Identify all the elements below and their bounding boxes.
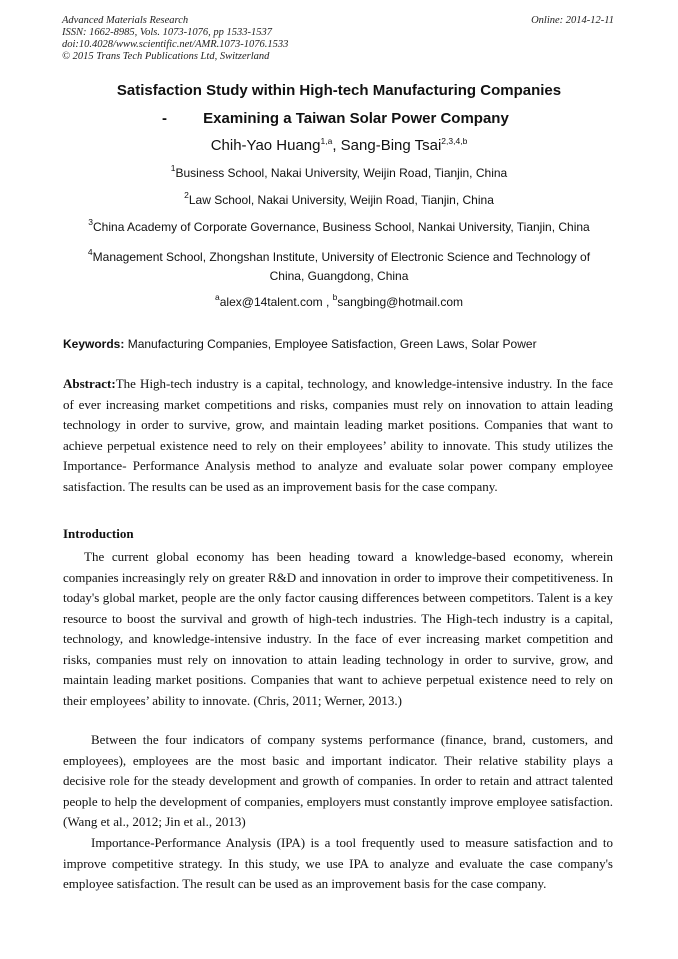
affiliation-text: China Academy of Corporate Governance, Business School, Nankai University, Tianjin, China <box>93 220 590 234</box>
issn: ISSN: 1662-8985, Vols. 1073-1076, pp 1533-1537 <box>62 27 272 38</box>
affiliation-text-cont: China, Guangdong, China <box>269 269 409 283</box>
intro-paragraph-1: The current global economy has been heading toward a knowledge-based economy, wherein companies increasingly rely on greater R&D and innovation in order to improve their competitiveness. In today's global market, people are the only factor causing differences between competitors. Talent is a key resource to boost the survival and growth of high-tech industries. The High-tech industry is a capital, technology, and knowledge-intensive industry. In the face of ever increasing market competition and risks, companies must rely on innovation to attain leading technology in order to survive, grow, and maintain leading market positions. Companies that want to achieve perpetual existence need to rely on their employees’ ability to innovate. (Chris, 2011; Werner, 2013.) <box>63 549 613 708</box>
abstract-text: The High-tech industry is a capital, technology, and knowledge-intensive industry. In the face of ever increasing market competitions and risks, companies must rely on innovation to attain leading technology in order to survive, grow, and maintain leading market positions. Companies that want to achieve perpetual existence need to rely on their employees’ ability to innovate. This study utilizes the Importance- Performance Analysis method to analyze and evaluate solar power company employee satisfaction. The results can be used as an improvement basis for the case company. <box>63 376 613 494</box>
author-2-sup: 2,3,4,b <box>441 136 468 146</box>
email-b[interactable]: sangbing@hotmail.com <box>337 295 463 309</box>
abstract-label: Abstract: <box>63 376 116 391</box>
journal-header <box>62 15 288 63</box>
email-a-sup: a <box>215 292 220 302</box>
title-dash: - <box>162 110 167 127</box>
paper-title-line1: Satisfaction Study within High-tech Manufacturing Companies <box>116 82 562 99</box>
affiliation-text: Management School, Zhongshan Institute, University of Electronic Science and Technology of <box>92 250 591 264</box>
keywords-label: Keywords: <box>63 337 125 351</box>
affiliation-text: Law School, Nakai University, Weijin Road, Tianjin, China <box>188 193 494 207</box>
email-b-sup: b <box>332 292 338 302</box>
keywords <box>63 337 537 351</box>
affiliation-sup: 4 <box>87 247 93 257</box>
keywords-text: Manufacturing Companies, Employee Satisfaction, Green Laws, Solar Power <box>127 337 537 351</box>
copyright: © 2015 Trans Tech Publications Ltd, Switzerland <box>62 51 270 62</box>
journal-name: Advanced Materials Research <box>62 15 189 26</box>
doi: doi:10.4028/www.scientific.net/AMR.1073-1076.1533 <box>62 39 289 50</box>
affiliation-1 <box>0 163 678 180</box>
email-a[interactable]: alex@14talent.com , <box>219 295 330 309</box>
emails <box>0 292 678 309</box>
author-2: Sang-Bing Tsai <box>340 137 442 154</box>
affiliation-4 <box>0 248 678 286</box>
affiliation-3 <box>0 217 678 234</box>
author-1: Chih-Yao Huang <box>210 137 321 154</box>
intro-paragraph-3: Importance-Performance Analysis (IPA) is a tool frequently used to measure satisfaction and to improve competitive strategy. In this study, we use IPA to analyze and evaluate the case company's employee satisfaction. The result can be used as an improvement basis for the case company. <box>63 835 613 891</box>
online-date: Online: 2014-12-11 <box>531 15 614 26</box>
affiliation-sup: 2 <box>184 190 189 200</box>
abstract <box>63 374 613 497</box>
title-subtitle: Examining a Taiwan Solar Power Company <box>203 110 509 127</box>
affiliation-text: Business School, Nakai University, Weijin Road, Tianjin, China <box>175 166 508 180</box>
affiliation-sup: 1 <box>170 163 176 173</box>
paper-title-line2 <box>0 110 678 127</box>
author-1-sup: 1,a <box>320 136 333 146</box>
intro-paragraph-2: Between the four indicators of company systems performance (finance, brand, customers, and employees), employees are the most basic and important indicator. Their relative stability plays a decisive role for the steady development and growth of companies. In order to retain and attract talented people to help the development of companies, employers must constantly improve employee satisfaction. (Wang et al., 2012; Jin et al., 2013) <box>63 732 613 829</box>
authors <box>0 137 678 154</box>
affiliation-sup: 3 <box>88 217 94 227</box>
author-separator: , <box>332 137 341 154</box>
affiliation-2 <box>0 190 678 207</box>
section-heading-introduction: Introduction <box>63 526 134 541</box>
